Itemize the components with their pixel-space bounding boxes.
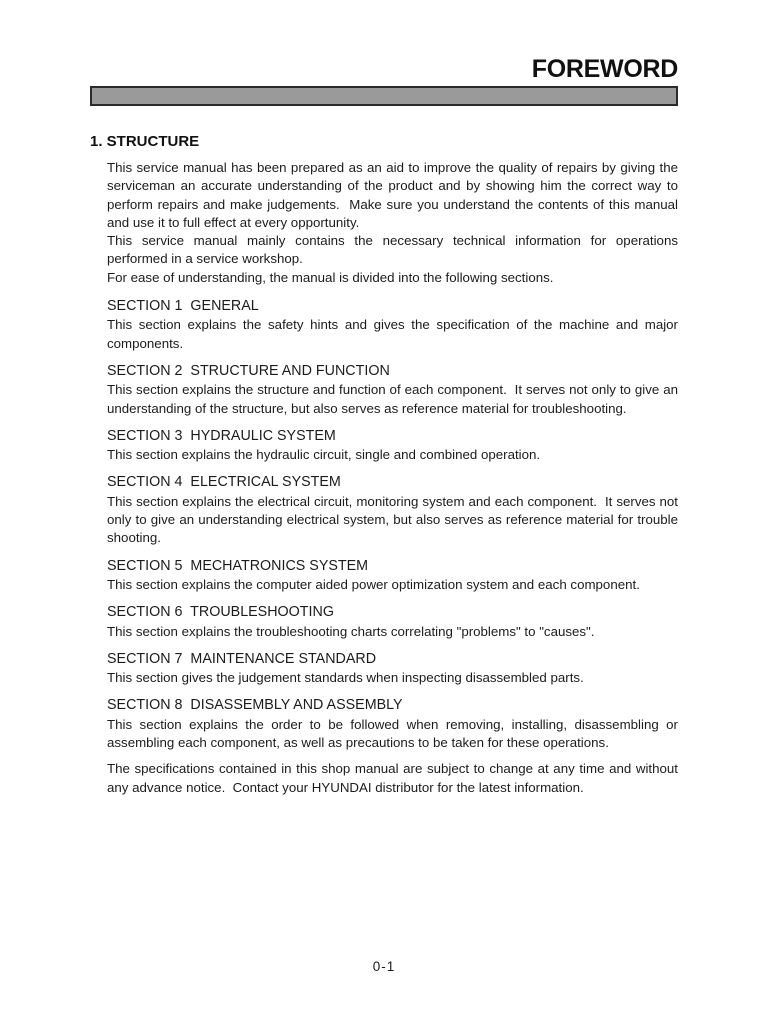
page-footer xyxy=(0,959,768,974)
title-underline-bar xyxy=(90,86,678,106)
section-block xyxy=(90,696,682,752)
intro-paragraph: This service manual has been prepared as an aid to improve the quality of repairs by giving the serviceman an accurate understanding of the product and by showing him the correct way to perform repairs and make judgements. Make sure you understand the contents of this manual and use it to full effect at every opportunity. xyxy=(107,160,682,230)
section-title: SECTION 2 STRUCTURE AND FUNCTION xyxy=(107,362,390,379)
section-body: This section explains the structure and function of each component. It serves not only to give an understanding of the structure, but also serves as reference material for troubleshooting. xyxy=(107,382,682,416)
section-body: This section explains the order to be followed when removing, installing, disassembling or assembling each component, as well as precautions to be taken for these operations. xyxy=(107,716,682,751)
section-body: This section explains the hydraulic circuit, single and combined operation. xyxy=(107,447,541,463)
section-block xyxy=(90,362,682,418)
section-title: SECTION 5 MECHATRONICS SYSTEM xyxy=(107,557,369,574)
section-body: This section explains the computer aided power optimization system and each component. xyxy=(107,576,640,592)
chapter-heading: 1. STRUCTURE xyxy=(90,133,200,150)
page-header xyxy=(90,0,678,106)
intro-paragraph: This service manual mainly contains the necessary technical information for operations performed in a service workshop. xyxy=(107,233,682,267)
page-content xyxy=(90,133,682,797)
closing-paragraph: The specifications contained in this shop manual are subject to change at any time and without any advance notice. Contact your HYUNDAI distributor for the latest information. xyxy=(107,761,682,795)
section-title: SECTION 6 TROUBLESHOOTING xyxy=(107,604,334,621)
section-title: SECTION 3 HYDRAULIC SYSTEM xyxy=(107,427,336,444)
section-block xyxy=(90,297,682,353)
section-block xyxy=(90,650,678,688)
section-body: This section explains the electrical circuit, monitoring system and each component. It serves not only to give an understanding electrical system, but also serves as reference material for trouble shooting. xyxy=(107,493,682,546)
page-number: 0-1 xyxy=(372,959,396,974)
section-title: SECTION 1 GENERAL xyxy=(107,298,259,315)
section-block xyxy=(90,557,678,595)
section-title: SECTION 8 DISASSEMBLY AND ASSEMBLY xyxy=(107,697,403,714)
section-block xyxy=(90,473,682,547)
section-list xyxy=(90,297,682,752)
section-title: SECTION 7 MAINTENANCE STANDARD xyxy=(107,650,377,667)
section-block xyxy=(90,603,678,641)
page-title: FOREWORD xyxy=(531,55,678,83)
section-title: SECTION 4 ELECTRICAL SYSTEM xyxy=(107,474,341,491)
section-body: This section gives the judgement standards when inspecting disassembled parts. xyxy=(107,670,584,686)
section-body: This section explains the troubleshooting charts correlating "problems" to "causes". xyxy=(107,623,595,639)
intro-block xyxy=(90,159,682,287)
section-block xyxy=(90,427,678,465)
section-body: This section explains the safety hints and gives the specification of the machine and major components. xyxy=(107,317,682,351)
intro-paragraph: For ease of understanding, the manual is divided into the following sections. xyxy=(107,269,554,285)
